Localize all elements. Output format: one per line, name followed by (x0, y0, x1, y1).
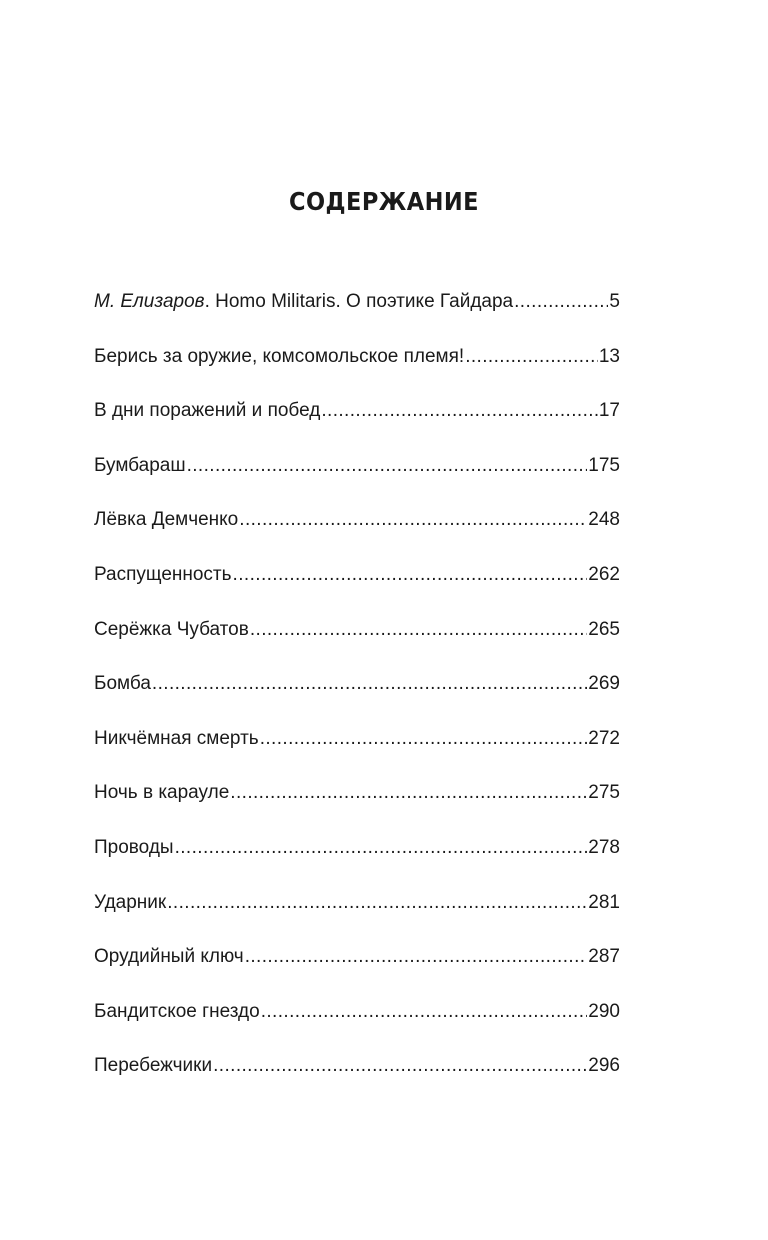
toc-entry-page: 265 (588, 618, 620, 640)
toc-entry-title: В дни поражений и побед (94, 400, 321, 422)
toc-entry (94, 777, 620, 832)
toc-leader-dots (233, 559, 588, 591)
toc-entry-title: Никчёмная смерть (94, 727, 259, 749)
toc-leader-dots (167, 887, 587, 919)
toc-entry-title: Бомба (94, 673, 151, 695)
toc-entry (94, 1050, 620, 1105)
table-of-contents (94, 286, 620, 1105)
toc-entry-page: 296 (588, 1055, 620, 1077)
toc-entry-title: Серёжка Чубатов (94, 618, 249, 640)
toc-entry-title: Бандитское гнездо (94, 1000, 260, 1022)
toc-entry (94, 887, 620, 942)
toc-entry-title: Орудийный ключ (94, 946, 244, 968)
toc-entry-page: 13 (598, 345, 620, 367)
toc-entry (94, 668, 620, 723)
toc-entry-page: 5 (609, 291, 620, 312)
toc-leader-dots (250, 614, 587, 646)
toc-entry (94, 941, 620, 996)
toc-leader-dots (261, 996, 588, 1028)
toc-entry-title: . Homo Militaris. О поэтике Гайдара (204, 291, 514, 312)
toc-entry-title: Проводы (94, 836, 174, 858)
toc-entry-title: Лёвка Демченко (94, 509, 239, 531)
toc-entry (94, 559, 620, 614)
toc-leader-dots (152, 668, 587, 700)
toc-entry-page: 281 (588, 891, 620, 913)
toc-entry-title: Берись за оружие, комсомольское племя! (94, 345, 465, 367)
toc-entry (94, 723, 620, 778)
toc-entry-page: 262 (588, 563, 620, 585)
toc-entry-page: 278 (588, 836, 620, 858)
toc-entry-page: 287 (588, 946, 620, 968)
toc-leader-dots (239, 504, 587, 536)
toc-entry (94, 504, 620, 559)
toc-entry (94, 614, 620, 669)
toc-entry-page: 275 (588, 782, 620, 804)
toc-entry (94, 450, 620, 505)
toc-entry-page: 175 (588, 454, 620, 476)
toc-leader-dots (514, 286, 608, 318)
toc-entry-page: 17 (598, 400, 620, 422)
toc-entry (94, 996, 620, 1051)
toc-entry-elizarov (94, 286, 620, 341)
toc-entry-title: Перебежчики (94, 1055, 213, 1077)
toc-entry-title: Бумбараш (94, 454, 186, 476)
toc-entry-author: М. Елизаров (94, 291, 205, 312)
toc-entry (94, 341, 620, 396)
toc-leader-dots (260, 723, 588, 755)
toc-entry-title: Ударник (94, 891, 167, 913)
toc-leader-dots (213, 1050, 587, 1082)
toc-entry-page: 248 (588, 509, 620, 531)
toc-entry-title: Ночь в карауле (94, 782, 230, 804)
toc-leader-dots (187, 450, 588, 482)
toc-leader-dots (230, 777, 587, 809)
toc-entry-page: 272 (588, 727, 620, 749)
toc-entry-page: 269 (588, 673, 620, 695)
toc-leader-dots (321, 395, 598, 427)
toc-entry-title: Распущенность (94, 563, 232, 585)
toc-leader-dots (175, 832, 588, 864)
page-title: СОДЕРЖАНИЕ (288, 186, 480, 216)
toc-entry (94, 395, 620, 450)
toc-entry-page: 290 (588, 1000, 620, 1022)
toc-entry (94, 832, 620, 887)
toc-entry-text (94, 286, 513, 318)
toc-leader-dots (245, 941, 588, 973)
toc-leader-dots (465, 341, 598, 373)
